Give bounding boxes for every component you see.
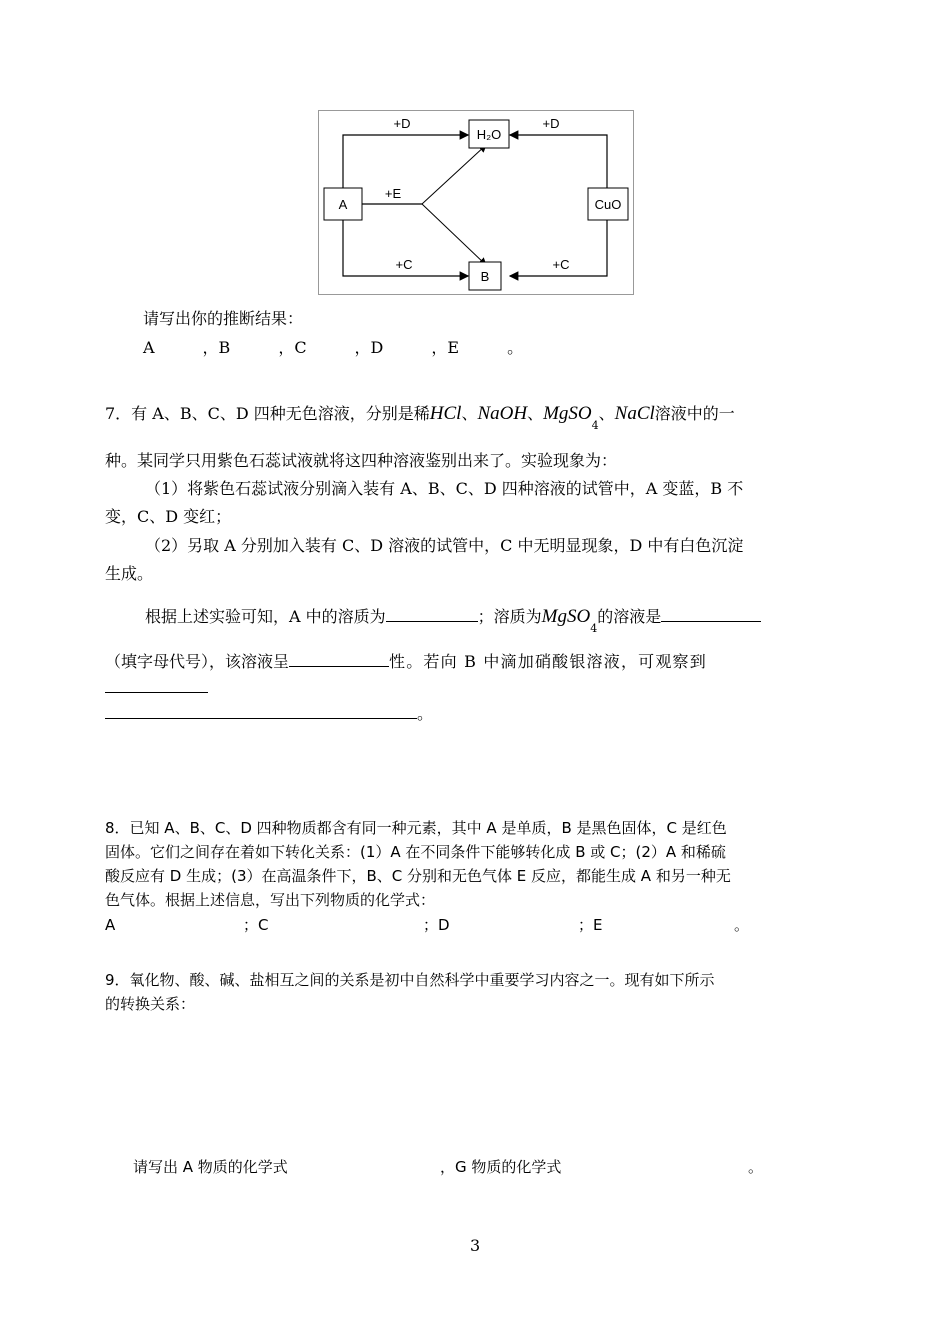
box-h2o-label: H₂O — [476, 127, 502, 142]
q7-question-line3 — [105, 703, 433, 724]
q7-line4: 变，C、D 变红； — [105, 507, 232, 526]
reaction-diagram — [318, 110, 634, 295]
answer-blank-a-solute[interactable] — [386, 606, 478, 622]
formula-mgso4: MgSO — [543, 403, 592, 424]
answer-blank-observation-2[interactable] — [105, 703, 417, 719]
subscript: 4 — [590, 622, 598, 635]
formula-nacl: NaCl — [614, 403, 655, 424]
q8-ans-c: ；C — [243, 916, 269, 934]
q6-prompt: 请写出你的推断结果： — [143, 309, 304, 328]
q7-q-c: 的溶液是 — [597, 607, 662, 626]
q8-line4: 色气体。根据上述信息，写出下列物质的化学式： — [105, 891, 436, 909]
q8-ans-d: ；D — [423, 916, 450, 934]
answer-blank-property[interactable] — [289, 651, 389, 667]
q8-line2: 固体。它们之间存在着如下转化关系：(1）A 在不同条件下能够转化成 B 或 C；(2）A 和稀硫 — [105, 843, 726, 861]
q9-ask-a: 请写出 A 物质的化学式 — [133, 1158, 288, 1176]
q8-ans-e: ；E — [578, 916, 603, 934]
sep: 、 — [527, 404, 544, 423]
q7-line2: 种。某同学只用紫色石蕊试液就将这四种溶液鉴别出来了。实验现象为： — [105, 451, 618, 470]
q7-line1 — [105, 403, 735, 432]
q9-ask-end: 。 — [748, 1158, 764, 1176]
sep: 、 — [461, 404, 478, 423]
formula-hcl: HCl — [429, 403, 462, 424]
q6-answer-line: A ，B ，C ，D ，E 。 — [143, 338, 524, 357]
label-top-right: +D — [542, 116, 560, 131]
answer-blank-observation-1[interactable] — [105, 692, 208, 693]
q7-q2-a: （填字母代号），该溶液呈 — [105, 652, 290, 671]
q7-line5: （2）另取 A 分别加入装有 C、D 溶液的试管中，C 中无明显现象，D 中有白色沉淀 — [145, 536, 744, 555]
answer-blank-mgso4-solution[interactable] — [661, 606, 761, 622]
formula-mgso4-q: MgSO — [541, 606, 591, 627]
q7-text-a: 7．有 A、B、C、D 四种无色溶液，分别是稀 — [105, 404, 430, 423]
q9-ask-g: ，G 物质的化学式 — [440, 1158, 562, 1176]
sep: 、 — [598, 404, 615, 423]
q7-q2-b: 性。若向 B 中滴加硝酸银溶液，可观察到 — [389, 652, 707, 671]
q8-line3: 酸反应有 D 生成；(3）在高温条件下，B、C 分别和无色气体 E 反应，都能生成 A 和另一种无 — [105, 867, 731, 885]
box-cuo-label: CuO — [594, 197, 622, 212]
box-b-label: B — [480, 269, 490, 284]
q9-line2: 的转换关系： — [105, 995, 196, 1013]
q7-question-line1 — [145, 606, 761, 635]
subscript: 4 — [591, 419, 599, 432]
q8-ans-end: 。 — [734, 916, 750, 934]
q7-line3: （1）将紫色石蕊试液分别滴入装有 A、B、C、D 四种溶液的试管中，A 变蓝，B 不 — [145, 479, 744, 498]
box-a-label: A — [338, 197, 348, 212]
q9-line1: 9．氧化物、酸、碱、盐相互之间的关系是初中自然科学中重要学习内容之一。现有如下所示 — [105, 971, 715, 989]
q7-question-line2 — [105, 651, 707, 672]
q8-line1: 8．已知 A、B、C、D 四种物质都含有同一种元素，其中 A 是单质，B 是黑色固体，C 是红色 — [105, 819, 727, 837]
q7-text-b: 溶液中的一 — [654, 404, 735, 423]
formula-naoh: NaOH — [477, 403, 528, 424]
q7-end: 。 — [417, 704, 434, 723]
q7-line6: 生成。 — [105, 564, 154, 583]
q7-q-b: ；溶质为 — [477, 607, 542, 626]
label-top-left: +D — [393, 116, 411, 131]
label-mid: +E — [384, 186, 402, 201]
label-bottom-right: +C — [552, 257, 570, 272]
q7-q-a: 根据上述实验可知，A 中的溶质为 — [145, 607, 386, 626]
label-bottom-left: +C — [395, 257, 413, 272]
page-number: 3 — [470, 1236, 481, 1255]
q8-ans-a: A — [105, 916, 116, 934]
